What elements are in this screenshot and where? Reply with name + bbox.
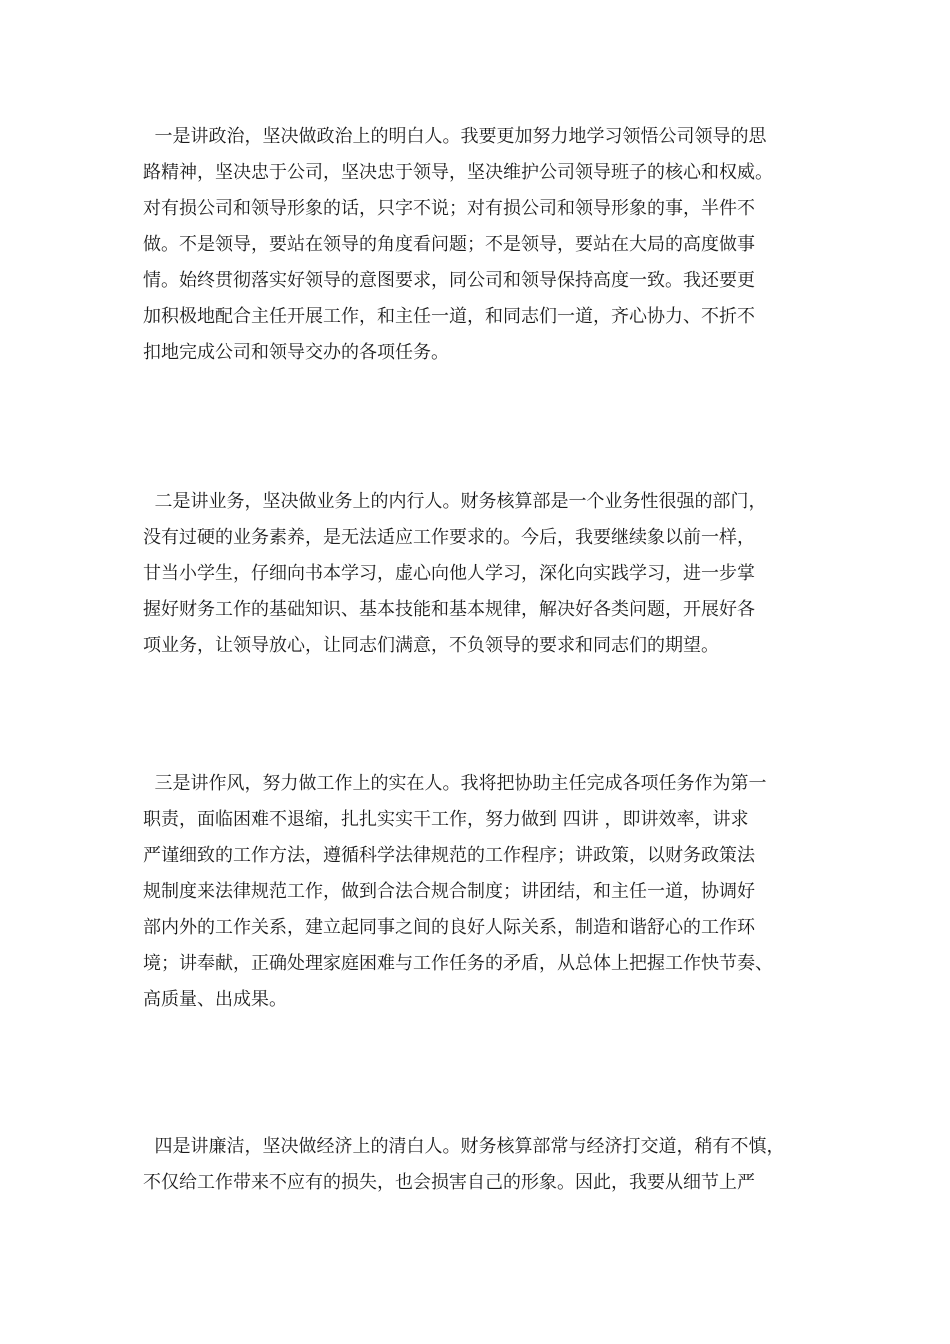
text-line: 路精神，坚决忠于公司，坚决忠于领导，坚决维护公司领导班子的核心和权威。 (143, 162, 773, 183)
text-line: 高质量、出成果。 (143, 989, 287, 1010)
paragraph-integrity (143, 1129, 833, 1201)
text-line: 没有过硬的业务素养，是无法适应工作要求的。今后，我要继续象以前一样， (143, 527, 755, 548)
text-line: 握好财务工作的基础知识、基本技能和基本规律，解决好各类问题，开展好各 (143, 599, 755, 620)
text-line: 情。始终贯彻落实好领导的意图要求，同公司和领导保持高度一致。我还要更 (143, 270, 755, 291)
text-line: 职责，面临困难不退缩，扎扎实实干工作，努力做到 四讲 ，即讲效率，讲求 (143, 809, 749, 830)
text-line: 三是讲作风，努力做工作上的实在人。我将把协助主任完成各项任务作为第一 (143, 773, 767, 794)
text-line: 部内外的工作关系，建立起同事之间的良好人际关系，制造和谐舒心的工作环 (143, 917, 755, 938)
text-line: 项业务，让领导放心，让同志们满意，不负领导的要求和同志们的期望。 (143, 635, 719, 656)
text-line: 四是讲廉洁，坚决做经济上的清白人。财务核算部常与经济打交道，稍有不慎， (143, 1136, 785, 1157)
text-line: 对有损公司和领导形象的话，只字不说；对有损公司和领导形象的事，半件不 (143, 198, 755, 219)
text-line: 加积极地配合主任开展工作，和主任一道，和同志们一道，齐心协力、不折不 (143, 306, 755, 327)
paragraph-politics (143, 119, 833, 371)
text-line: 规制度来法律规范工作，做到合法合规合制度；讲团结，和主任一道，协调好 (143, 881, 755, 902)
paragraph-work-style (143, 766, 833, 1018)
text-line: 境；讲奉献，正确处理家庭困难与工作任务的矛盾，从总体上把握工作快节奏、 (143, 953, 773, 974)
text-line: 二是讲业务，坚决做业务上的内行人。财务核算部是一个业务性很强的部门， (143, 491, 767, 512)
text-line: 一是讲政治，坚决做政治上的明白人。我要更加努力地学习领悟公司领导的思 (143, 126, 767, 147)
text-line: 不仅给工作带来不应有的损失，也会损害自己的形象。因此，我要从细节上严 (143, 1172, 755, 1193)
text-line: 扣地完成公司和领导交办的各项任务。 (143, 342, 449, 363)
text-line: 严谨细致的工作方法，遵循科学法律规范的工作程序；讲政策，以财务政策法 (143, 845, 755, 866)
paragraph-business (143, 484, 833, 664)
text-line: 做。不是领导，要站在领导的角度看问题；不是领导，要站在大局的高度做事 (143, 234, 755, 255)
text-line: 甘当小学生，仔细向书本学习，虚心向他人学习，深化向实践学习，进一步掌 (143, 563, 755, 584)
